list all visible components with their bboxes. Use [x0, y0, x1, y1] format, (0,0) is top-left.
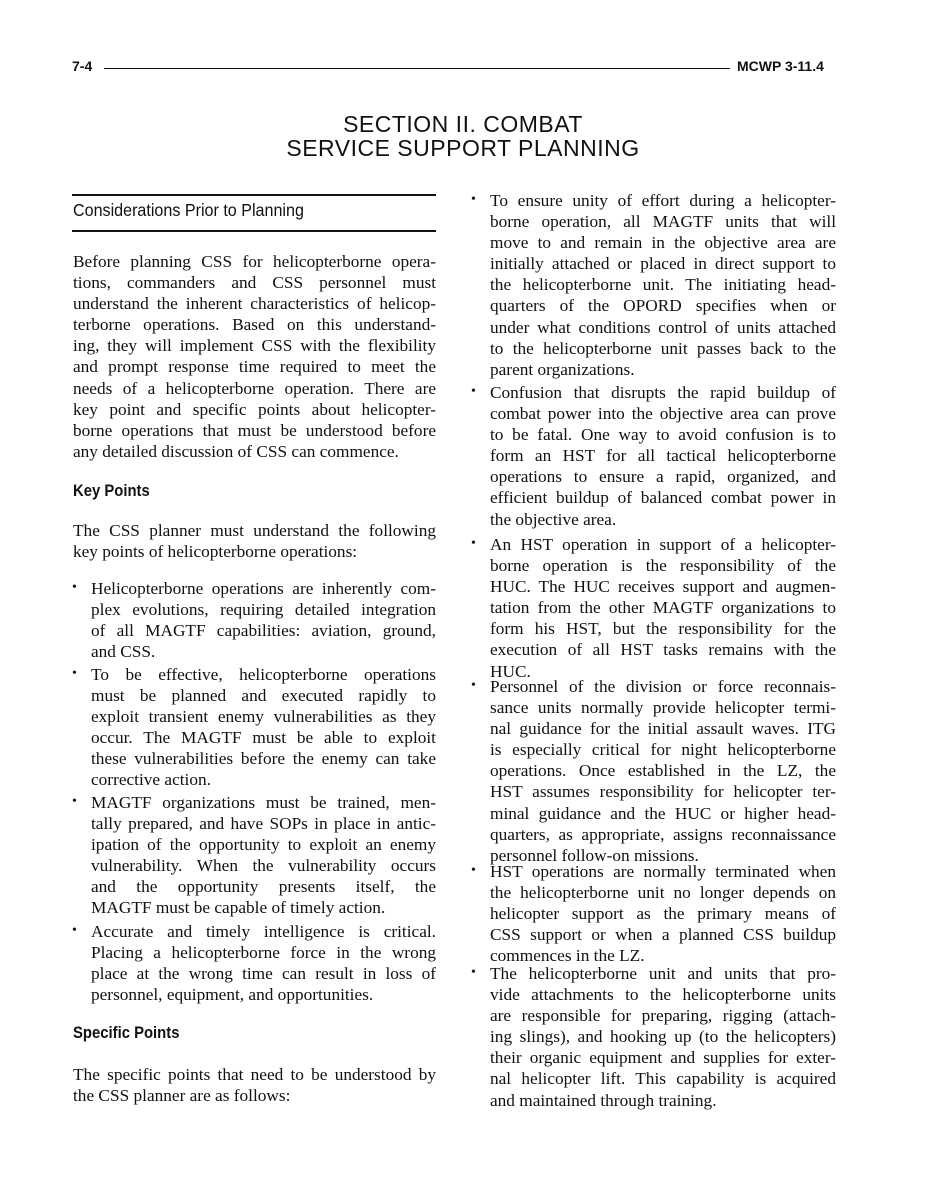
text-line: nal helicopter lift. This capability is acquired — [490, 1069, 836, 1089]
subheading-key-points: Key Points — [73, 482, 150, 500]
section-title-line: SERVICE SUPPORT PLANNING — [286, 135, 640, 161]
text-line: plex evolutions, requiring detailed integration — [91, 600, 436, 620]
text-line: the objective area. — [490, 509, 617, 529]
bullet-icon: • — [72, 666, 77, 681]
bullet-item — [490, 963, 836, 1111]
text-line: of all MAGTF capabilities: aviation, ground, — [91, 621, 436, 641]
text-line: the helicopterborne unit. The initiating head- — [490, 275, 836, 295]
text-line: vulnerability. When the vulnerability occurs — [91, 856, 436, 876]
text-line: tation from the other MAGTF organizations to — [490, 598, 836, 618]
text-line: Accurate and timely intelligence is critical. — [91, 922, 436, 941]
text-line: sance units normally provide helicopter termi- — [490, 698, 836, 718]
paragraph — [73, 1064, 436, 1106]
text-line: form an HST for all tactical helicopterborne — [490, 446, 836, 466]
bullet-item — [490, 190, 836, 380]
document-id: MCWP 3-11.4 — [737, 58, 824, 74]
bullet-icon: • — [471, 384, 476, 399]
text-line: borne operation, all MAGTF units that will — [490, 212, 836, 232]
text-line: terborne operations. Based on this understand- — [73, 315, 436, 335]
text-line: ipation of the opportunity to exploit an enemy — [91, 835, 436, 855]
text-line: and CSS. — [91, 642, 156, 662]
text-line: Before planning CSS for helicopterborne opera- — [73, 252, 436, 271]
text-line: tions, commanders and CSS personnel must — [73, 273, 436, 293]
text-line: their organic equipment and supplies for exter- — [490, 1048, 836, 1068]
text-line: combat power into the objective area can prove — [490, 404, 836, 424]
text-line: place at the wrong time can result in loss of — [91, 964, 436, 984]
paragraph — [73, 251, 436, 462]
text-line: are responsible for preparing, rigging (attach- — [490, 1006, 836, 1026]
text-line: operations. Once established in the LZ, the — [490, 761, 836, 781]
bullet-item — [91, 664, 436, 791]
text-line: corrective action. — [91, 770, 211, 790]
text-line: to the helicopterborne unit passes back to the — [490, 338, 836, 358]
text-line: key point and specific points about helicopter- — [73, 399, 436, 419]
text-line: operations to ensure a rapid, organized, and — [490, 467, 836, 487]
text-line: exploit transient enemy vulnerabilities as they — [91, 707, 436, 727]
bullet-item — [490, 382, 836, 530]
text-line: vide attachments to the helicopterborne units — [490, 985, 836, 1005]
heading-rule-top — [72, 194, 436, 196]
text-line: HUC. — [490, 661, 531, 681]
bullet-icon: • — [471, 192, 476, 207]
text-line: initially attached or placed in direct support to — [490, 254, 836, 274]
subheading-specific-points: Specific Points — [73, 1024, 180, 1042]
paragraph — [73, 520, 436, 562]
text-line: CSS support or when a planned CSS buildup — [490, 925, 836, 945]
text-line: under what conditions control of units attached — [490, 317, 836, 337]
text-line: and maintained through training. — [490, 1090, 717, 1110]
text-line: The CSS planner must understand the following — [73, 521, 436, 540]
text-line: execution of all HST tasks remains with the — [490, 640, 836, 660]
text-line: is especially critical for night helicopterborne — [490, 740, 836, 760]
bullet-icon: • — [471, 536, 476, 551]
bullet-icon: • — [471, 678, 476, 693]
text-line: understand the inherent characteristics of helicop- — [73, 294, 436, 314]
text-line: key points of helicopterborne operations: — [73, 542, 358, 562]
text-line: these vulnerabilities before the enemy can take — [91, 749, 436, 769]
text-line: to be fatal. One way to avoid confusion is to — [490, 425, 836, 445]
text-line: Personnel of the division or force reconnais- — [490, 677, 836, 696]
bullet-item — [91, 792, 436, 919]
text-line: minal guidance and the HUC or higher head- — [490, 803, 836, 823]
text-line: To be effective, helicopterborne operations — [91, 665, 436, 684]
text-line: personnel, equipment, and opportunities. — [91, 985, 374, 1005]
text-line: Helicopterborne operations are inherently com- — [91, 579, 436, 598]
text-line: Confusion that disrupts the rapid buildup of — [490, 383, 836, 402]
text-line: and prompt response time required to meet the — [73, 357, 436, 377]
text-line: quarters, as appropriate, assigns reconnaissance — [490, 824, 836, 844]
text-line: form his HST, but the responsibility for the — [490, 619, 836, 639]
bullet-icon: • — [471, 863, 476, 878]
text-line: HUC. The HUC receives support and augmen- — [490, 577, 836, 597]
bullet-item — [91, 578, 436, 662]
text-line: occur. The MAGTF must be able to exploit — [91, 728, 436, 748]
bullet-item — [91, 921, 436, 1005]
text-line: HST operations are normally terminated when — [490, 862, 836, 881]
text-line: nal guidance for the initial assault waves. ITG — [490, 719, 836, 739]
bullet-item — [490, 534, 836, 682]
text-line: efficient buildup of balanced combat power in — [490, 488, 836, 508]
section-title — [0, 112, 926, 160]
text-line: commences in the LZ. — [490, 946, 645, 966]
text-line: The specific points that need to be understood by — [73, 1065, 436, 1084]
text-line: any detailed discussion of CSS can commence. — [73, 441, 399, 461]
bullet-icon: • — [72, 794, 77, 809]
text-line: the CSS planner are as follows: — [73, 1086, 291, 1106]
text-line: the helicopterborne unit no longer depends on — [490, 883, 836, 903]
text-line: move to and remain in the objective area are — [490, 233, 836, 253]
heading-rule-bottom — [72, 230, 436, 232]
bullet-item — [490, 676, 836, 866]
text-line: Placing a helicopterborne force in the wrong — [91, 943, 436, 963]
section-heading: Considerations Prior to Planning — [73, 200, 304, 220]
text-line: HST assumes responsibility for helicopter ter- — [490, 782, 836, 802]
text-line: quarters of the OPORD specifies when or — [490, 296, 836, 316]
text-line: borne operation is the responsibility of the — [490, 556, 836, 576]
text-line: tally prepared, and have SOPs in place in antic- — [91, 814, 436, 834]
text-line: To ensure unity of effort during a helicopter- — [490, 191, 836, 210]
bullet-icon: • — [471, 965, 476, 980]
text-line: personnel follow-on missions. — [490, 845, 699, 865]
text-line: and the opportunity presents itself, the — [91, 877, 436, 897]
text-line: borne operations that must be understood before — [73, 420, 436, 440]
text-line: MAGTF organizations must be trained, men- — [91, 793, 436, 812]
text-line: needs of a helicopterborne operation. There are — [73, 378, 436, 398]
text-line: The helicopterborne unit and units that pro- — [490, 964, 836, 983]
text-line: ing slings), and hooking up (to the helicopters) — [490, 1027, 836, 1047]
text-line: helicopter support as the primary means of — [490, 904, 836, 924]
text-line: An HST operation in support of a helicopter- — [490, 535, 836, 554]
text-line: parent organizations. — [490, 359, 635, 379]
bullet-icon: • — [72, 580, 77, 595]
text-line: ing, they will implement CSS with the flexibility — [73, 336, 436, 356]
header-rule — [104, 68, 730, 69]
bullet-icon: • — [72, 923, 77, 938]
section-title-line: SECTION II. COMBAT — [343, 111, 583, 137]
bullet-item — [490, 861, 836, 966]
text-line: must be planned and executed rapidly to — [91, 686, 436, 706]
text-line: MAGTF must be capable of timely action. — [91, 898, 386, 918]
page-number: 7-4 — [72, 58, 93, 74]
